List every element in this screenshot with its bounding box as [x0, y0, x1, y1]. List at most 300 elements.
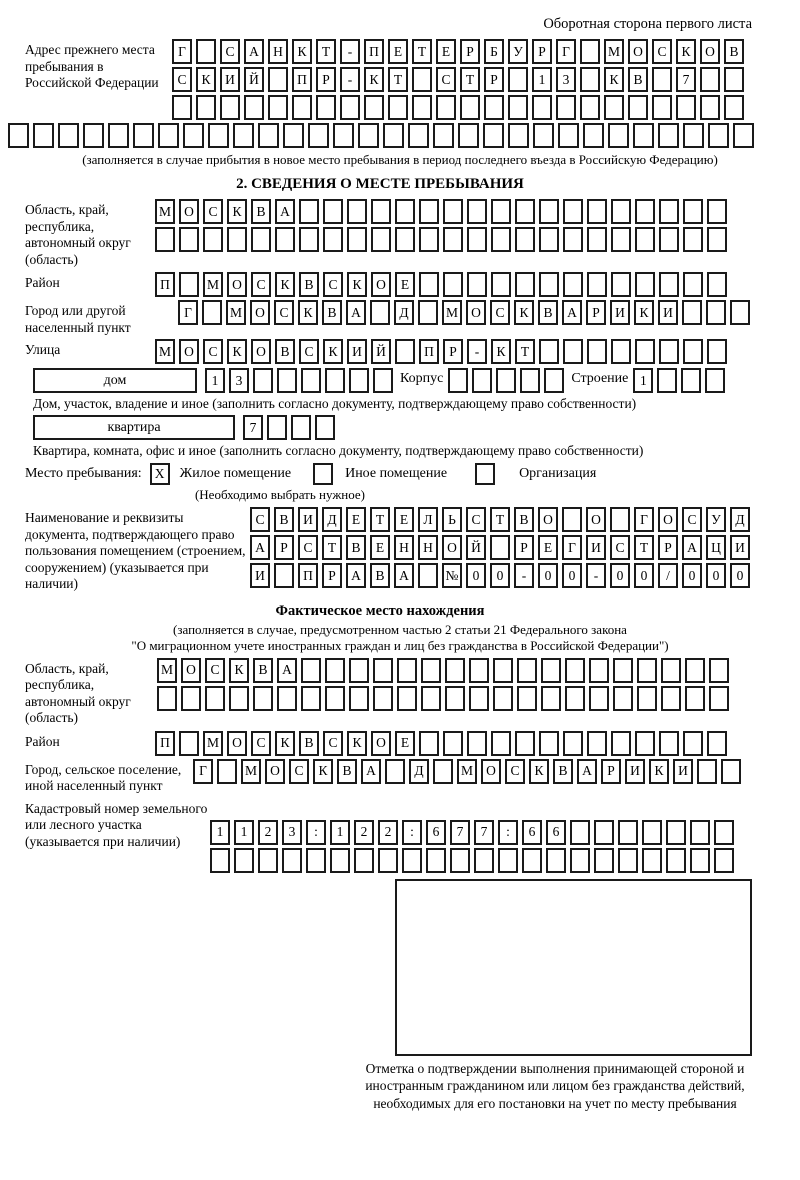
char-cell: 0 — [682, 563, 702, 588]
char-cell: О — [628, 39, 648, 64]
char-cell — [541, 658, 561, 683]
char-cell — [233, 123, 254, 148]
char-cell — [515, 272, 535, 297]
char-cell: 6 — [426, 820, 446, 845]
char-cell — [83, 123, 104, 148]
char-cell: Т — [634, 535, 654, 560]
char-cell: С — [466, 507, 486, 532]
char-cell — [323, 199, 343, 224]
char-cell — [707, 339, 727, 364]
char-cell: С — [298, 535, 318, 560]
char-cell: П — [364, 39, 384, 64]
char-cell — [373, 368, 393, 393]
char-cell: А — [361, 759, 381, 784]
char-cell: 0 — [466, 563, 486, 588]
char-cell — [258, 848, 278, 873]
char-cell: О — [466, 300, 486, 325]
char-cell: Р — [484, 67, 504, 92]
char-cell: И — [220, 67, 240, 92]
char-cell — [445, 658, 465, 683]
char-cell: 6 — [522, 820, 542, 845]
char-cell — [700, 95, 720, 120]
char-cell — [196, 95, 216, 120]
char-cell — [277, 686, 297, 711]
region-label: Область, край, республика, автономный округ (область) — [25, 202, 131, 267]
char-cell: Р — [514, 535, 534, 560]
char-cell: Й — [371, 339, 391, 364]
char-cell: М — [442, 300, 462, 325]
char-cell: К — [298, 300, 318, 325]
char-cell — [493, 658, 513, 683]
char-cell: В — [337, 759, 357, 784]
char-cell: К — [491, 339, 511, 364]
char-cell — [642, 848, 662, 873]
cadastral-block — [25, 798, 800, 873]
char-cell — [491, 199, 511, 224]
char-cell — [544, 368, 564, 393]
char-cell — [563, 731, 583, 756]
char-cell: С — [682, 507, 702, 532]
char-cell — [325, 686, 345, 711]
char-cell: А — [682, 535, 702, 560]
char-cell — [108, 123, 129, 148]
char-cell: Е — [388, 39, 408, 64]
char-cell: А — [244, 39, 264, 64]
char-cell — [196, 39, 216, 64]
char-cell — [291, 415, 311, 440]
street-block — [25, 339, 800, 364]
district-row — [155, 272, 727, 297]
char-cell: М — [155, 339, 175, 364]
char-cell: Ь — [442, 507, 462, 532]
char-cell: П — [155, 272, 175, 297]
char-cell: К — [323, 339, 343, 364]
char-cell — [493, 686, 513, 711]
char-cell: 7 — [474, 820, 494, 845]
cadastral-row-2 — [210, 848, 734, 873]
char-cell — [520, 368, 540, 393]
char-cell — [587, 339, 607, 364]
char-cell: К — [229, 658, 249, 683]
actual-city-label: Город, сельское поселение, иной населенный пункт — [25, 761, 182, 793]
char-cell — [157, 686, 177, 711]
char-cell — [371, 199, 391, 224]
char-cell: 3 — [229, 368, 249, 393]
char-cell — [637, 686, 657, 711]
char-cell — [539, 339, 559, 364]
actual-region-label: Область, край, республика, автономный округ (область) — [25, 660, 131, 725]
char-cell: Р — [658, 535, 678, 560]
char-cell: 0 — [562, 563, 582, 588]
char-cell: О — [265, 759, 285, 784]
char-cell — [179, 227, 199, 252]
char-cell — [395, 199, 415, 224]
document-row-1 — [250, 507, 750, 532]
char-cell: К — [292, 39, 312, 64]
document-block — [25, 507, 800, 593]
char-cell — [179, 272, 199, 297]
char-cell: О — [227, 731, 247, 756]
char-cell: Г — [556, 39, 576, 64]
char-cell — [244, 95, 264, 120]
char-cell — [681, 368, 701, 393]
char-cell — [533, 123, 554, 148]
char-cell — [181, 686, 201, 711]
prev-address-extra-row — [8, 123, 800, 148]
char-cell — [580, 67, 600, 92]
char-cell — [433, 759, 453, 784]
char-cell — [583, 123, 604, 148]
prev-address-row-1 — [172, 39, 744, 64]
char-cell — [610, 507, 630, 532]
char-cell: В — [253, 658, 273, 683]
char-cell — [683, 123, 704, 148]
char-cell: А — [250, 535, 270, 560]
char-cell: Н — [418, 535, 438, 560]
char-cell — [565, 658, 585, 683]
char-cell: Е — [346, 507, 366, 532]
char-cell: С — [172, 67, 192, 92]
char-cell: В — [275, 339, 295, 364]
char-cell: П — [419, 339, 439, 364]
char-cell: С — [205, 658, 225, 683]
house-number-cells — [205, 368, 393, 393]
char-cell — [683, 339, 703, 364]
char-cell — [395, 339, 415, 364]
char-cell — [292, 95, 312, 120]
prev-address-label: Адрес прежнего места пребывания в Российской Федерации — [25, 42, 159, 90]
char-cell: С — [505, 759, 525, 784]
char-cell — [484, 95, 504, 120]
char-cell — [618, 820, 638, 845]
char-cell — [474, 848, 494, 873]
char-cell: : — [498, 820, 518, 845]
char-cell — [508, 95, 528, 120]
prev-address-grid — [172, 39, 744, 120]
char-cell — [333, 123, 354, 148]
char-cell — [676, 95, 696, 120]
char-cell — [208, 123, 229, 148]
char-cell — [683, 731, 703, 756]
char-cell — [532, 95, 552, 120]
char-cell — [580, 95, 600, 120]
char-cell: Й — [466, 535, 486, 560]
char-cell: И — [250, 563, 270, 588]
char-cell: К — [514, 300, 534, 325]
char-cell — [705, 368, 725, 393]
char-cell — [347, 199, 367, 224]
char-cell — [426, 848, 446, 873]
char-cell — [635, 227, 655, 252]
char-cell — [659, 227, 679, 252]
char-cell — [661, 658, 681, 683]
char-cell — [433, 123, 454, 148]
char-cell: С — [299, 339, 319, 364]
district-block — [25, 272, 800, 297]
actual-district-block — [25, 731, 800, 756]
char-cell: Г — [634, 507, 654, 532]
street-label: Улица — [25, 342, 61, 357]
char-cell: 1 — [210, 820, 230, 845]
char-cell: Д — [322, 507, 342, 532]
char-cell — [707, 227, 727, 252]
region-row-2 — [155, 227, 727, 252]
char-cell — [697, 759, 717, 784]
stroenie-label: Строение — [571, 371, 629, 386]
char-cell — [467, 199, 487, 224]
char-cell — [563, 339, 583, 364]
char-cell — [635, 339, 655, 364]
char-cell — [419, 272, 439, 297]
char-cell — [397, 658, 417, 683]
char-cell: Л — [418, 507, 438, 532]
char-cell: О — [181, 658, 201, 683]
char-cell — [253, 368, 273, 393]
cadastral-grid — [210, 798, 734, 873]
char-cell — [611, 731, 631, 756]
char-cell: Е — [370, 535, 390, 560]
char-cell — [354, 848, 374, 873]
char-cell: А — [277, 658, 297, 683]
char-cell: - — [467, 339, 487, 364]
stay-place-note: (Необходимо выбрать нужное) — [194, 487, 366, 502]
char-cell — [517, 658, 537, 683]
char-cell — [443, 199, 463, 224]
apartment-row — [33, 415, 800, 440]
char-cell — [419, 227, 439, 252]
char-cell: Г — [172, 39, 192, 64]
char-cell: Р — [322, 563, 342, 588]
char-cell — [8, 123, 29, 148]
char-cell: М — [226, 300, 246, 325]
char-cell — [613, 658, 633, 683]
char-cell: Т — [460, 67, 480, 92]
char-cell — [637, 658, 657, 683]
char-cell — [364, 95, 384, 120]
char-cell: С — [220, 39, 240, 64]
char-cell: Т — [370, 507, 390, 532]
char-cell: С — [251, 272, 271, 297]
char-cell — [402, 848, 422, 873]
char-cell — [371, 227, 391, 252]
char-cell — [203, 227, 223, 252]
actual-location-note-1: (заполняется в случае, предусмотренном частью 2 статьи 21 Федерального закона — [173, 621, 627, 637]
char-cell — [587, 199, 607, 224]
char-cell — [659, 199, 679, 224]
actual-location-title: Фактическое место нахождения — [275, 602, 485, 619]
char-cell — [408, 123, 429, 148]
char-cell — [358, 123, 379, 148]
char-cell — [315, 415, 335, 440]
actual-city-row — [193, 759, 741, 784]
char-cell — [483, 123, 504, 148]
char-cell: К — [347, 272, 367, 297]
char-cell: Т — [515, 339, 535, 364]
char-cell — [325, 368, 345, 393]
korpus-cells — [448, 368, 564, 393]
char-cell — [450, 848, 470, 873]
char-cell: К — [676, 39, 696, 64]
stay-place-label: Место пребывания: — [25, 466, 142, 481]
char-cell — [539, 272, 559, 297]
char-cell — [724, 67, 744, 92]
char-cell — [412, 95, 432, 120]
char-cell: К — [634, 300, 654, 325]
char-cell — [467, 272, 487, 297]
char-cell: Г — [178, 300, 198, 325]
char-cell — [443, 272, 463, 297]
char-cell — [709, 658, 729, 683]
char-cell: В — [724, 39, 744, 64]
char-cell — [383, 123, 404, 148]
char-cell — [706, 300, 726, 325]
char-cell: 0 — [490, 563, 510, 588]
char-cell: О — [179, 339, 199, 364]
char-cell — [419, 199, 439, 224]
stamp-box — [395, 879, 752, 1056]
char-cell: В — [628, 67, 648, 92]
char-cell — [562, 507, 582, 532]
char-cell — [419, 731, 439, 756]
char-cell — [373, 686, 393, 711]
char-cell — [421, 686, 441, 711]
char-cell — [587, 731, 607, 756]
char-cell — [730, 300, 750, 325]
stay-option-label-zhiloe: Жилое помещение — [179, 466, 292, 481]
char-cell — [563, 227, 583, 252]
char-cell — [604, 95, 624, 120]
char-cell — [563, 199, 583, 224]
char-cell: И — [586, 535, 606, 560]
char-cell — [158, 123, 179, 148]
char-cell: И — [610, 300, 630, 325]
char-cell — [385, 759, 405, 784]
char-cell: Е — [394, 507, 414, 532]
char-cell — [436, 95, 456, 120]
char-cell: М — [203, 731, 223, 756]
char-cell: П — [292, 67, 312, 92]
char-cell — [685, 686, 705, 711]
char-cell — [323, 227, 343, 252]
char-cell — [546, 848, 566, 873]
char-cell — [539, 731, 559, 756]
char-cell: Е — [538, 535, 558, 560]
char-cell: Е — [395, 272, 415, 297]
char-cell — [690, 820, 710, 845]
char-cell — [652, 67, 672, 92]
char-cell — [234, 848, 254, 873]
char-cell: В — [553, 759, 573, 784]
char-cell: Б — [484, 39, 504, 64]
char-cell — [418, 563, 438, 588]
char-cell — [253, 686, 273, 711]
char-cell — [721, 759, 741, 784]
char-cell — [733, 123, 754, 148]
char-cell — [472, 368, 492, 393]
char-cell: Р — [532, 39, 552, 64]
prev-address-note: (заполняется в случае прибытия в новое место пребывания в период последнего въезда в Российскую Федерацию) — [82, 152, 718, 167]
char-cell — [642, 820, 662, 845]
char-cell: 2 — [258, 820, 278, 845]
char-cell — [556, 95, 576, 120]
char-cell — [714, 820, 734, 845]
char-cell — [395, 227, 415, 252]
char-cell — [267, 415, 287, 440]
char-cell: Р — [316, 67, 336, 92]
char-cell: Р — [601, 759, 621, 784]
char-cell: К — [529, 759, 549, 784]
char-cell: И — [625, 759, 645, 784]
char-cell — [724, 95, 744, 120]
char-cell — [666, 848, 686, 873]
stay-option-checkbox-zhiloe: X — [150, 463, 170, 485]
char-cell: А — [346, 563, 366, 588]
char-cell: М — [604, 39, 624, 64]
char-cell — [659, 272, 679, 297]
cadastral-label: Кадастровый номер земельного или лесного участка (указывается при наличии) — [25, 800, 208, 849]
document-label: Наименование и реквизиты документа, подтверждающего право пользования помещением (строением, сооружением) (указывается при наличии) — [25, 510, 246, 591]
stamp-note: Отметка о подтверждении выполнения принимающей стороной и иностранным гражданином или лицом без гражданства действий, необходимых для его постановки на учет по месту пребывания — [365, 1060, 745, 1111]
char-cell: М — [155, 199, 175, 224]
char-cell: В — [346, 535, 366, 560]
char-cell — [316, 95, 336, 120]
char-cell — [458, 123, 479, 148]
char-cell: В — [322, 300, 342, 325]
char-cell — [301, 658, 321, 683]
char-cell: / — [658, 563, 678, 588]
char-cell — [589, 658, 609, 683]
char-cell — [277, 368, 297, 393]
char-cell — [587, 227, 607, 252]
char-cell: Н — [394, 535, 414, 560]
char-cell — [378, 848, 398, 873]
street-row — [155, 339, 727, 364]
char-cell: Г — [562, 535, 582, 560]
char-cell — [229, 686, 249, 711]
char-cell: 1 — [633, 368, 653, 393]
char-cell — [657, 368, 677, 393]
char-cell: И — [658, 300, 678, 325]
char-cell — [539, 227, 559, 252]
char-cell: М — [157, 658, 177, 683]
prev-address-block — [25, 39, 800, 120]
char-cell — [611, 339, 631, 364]
char-cell: М — [457, 759, 477, 784]
char-cell: Т — [490, 507, 510, 532]
char-cell — [491, 731, 511, 756]
actual-location-note-2: "О миграционном учете иностранных граждан и лиц без гражданства в Российской Федерации") — [131, 637, 669, 653]
char-cell: У — [706, 507, 726, 532]
char-cell — [683, 272, 703, 297]
char-cell — [700, 67, 720, 92]
stroenie-cells — [633, 368, 725, 393]
char-cell — [443, 731, 463, 756]
char-cell — [210, 848, 230, 873]
char-cell — [491, 227, 511, 252]
char-cell — [522, 848, 542, 873]
char-cell: - — [340, 39, 360, 64]
char-cell — [635, 272, 655, 297]
char-cell: В — [538, 300, 558, 325]
char-cell: 3 — [282, 820, 302, 845]
char-cell — [558, 123, 579, 148]
char-cell — [349, 686, 369, 711]
char-cell: К — [275, 731, 295, 756]
char-cell — [611, 199, 631, 224]
actual-region-row-1 — [157, 658, 729, 683]
char-cell — [373, 658, 393, 683]
char-cell — [594, 820, 614, 845]
